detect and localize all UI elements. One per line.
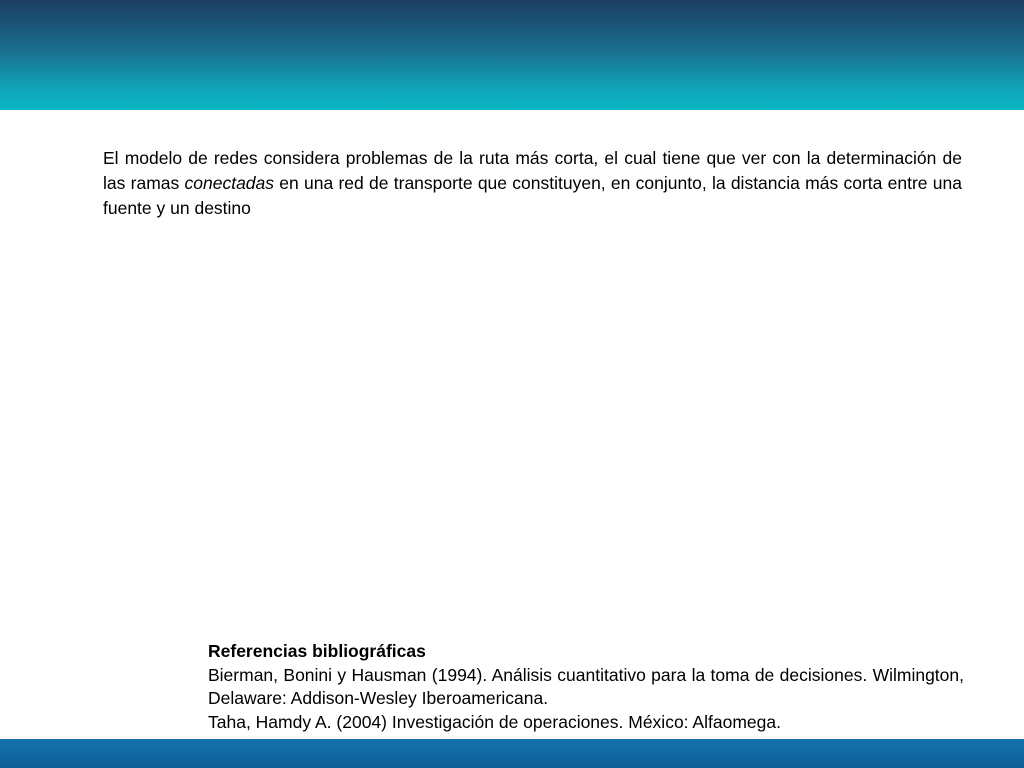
body-paragraph — [103, 146, 962, 221]
body-text-part1: El modelo de redes considera problemas de la ruta más corta, el cual tiene que ver con la determinación de las ramas — [103, 148, 962, 193]
body-text-emphasis: conectadas — [184, 173, 275, 193]
header-band — [0, 0, 1024, 110]
footer-band — [0, 739, 1024, 768]
reference-item: Taha, Hamdy A. (2004) Investigación de operaciones. México: Alfaomega. — [208, 711, 781, 732]
reference-item: Bierman, Bonini y Hausman (1994). Análisis cuantitativo para la toma de decisiones. Wilmington, Delaware: Addison-Wesley Iberoamericana. — [208, 664, 964, 708]
references-section — [208, 640, 964, 734]
body-text-part2: en una red de transporte que constituyen, en conjunto, la distancia más corta entre una fuente y un destino — [103, 173, 962, 218]
references-title: Referencias bibliográficas — [208, 641, 426, 661]
